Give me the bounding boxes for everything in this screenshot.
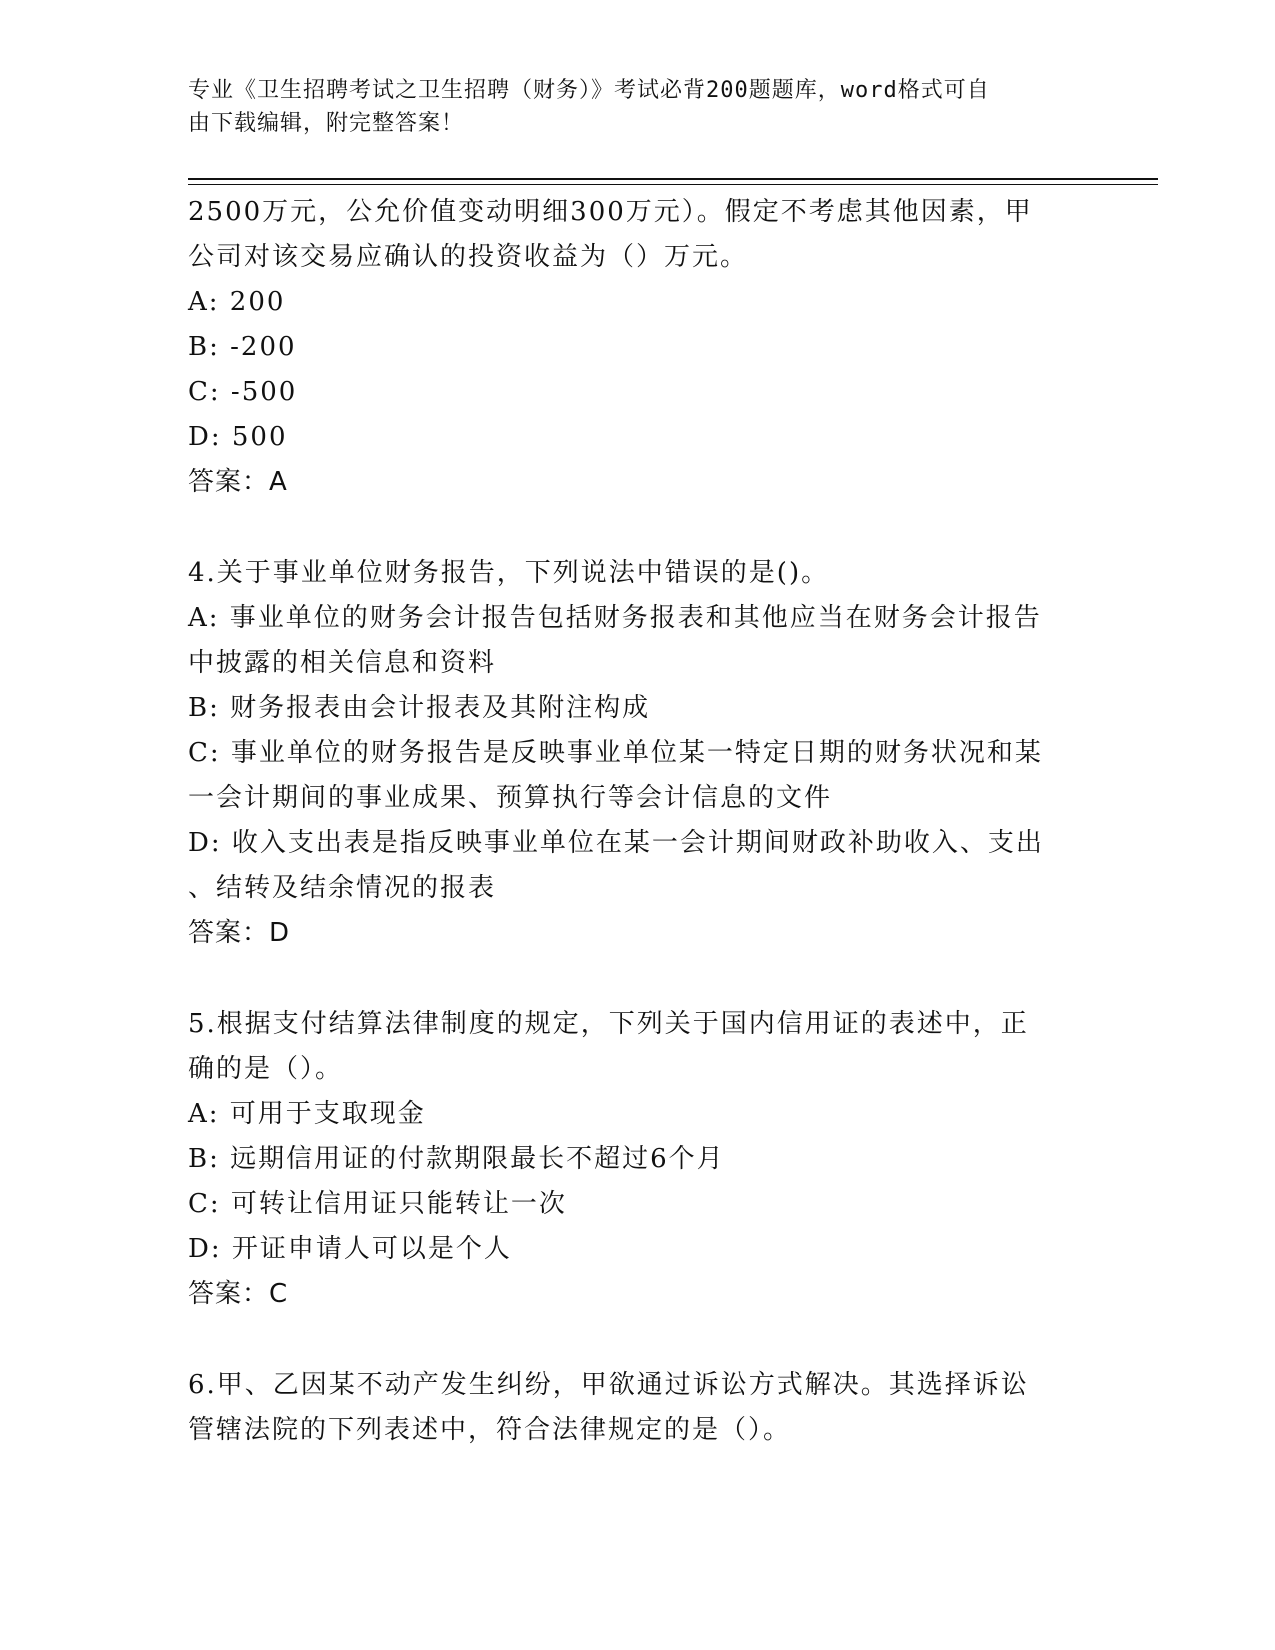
option-c: C: 事业单位的财务报告是反映事业单位某一特定日期的财务状况和某 (188, 738, 1043, 768)
option-c-continued: 一会计期间的事业成果、预算执行等会计信息的文件 (188, 783, 833, 813)
option-b: B: -200 (188, 332, 297, 362)
header-divider-thin (188, 184, 1158, 185)
question-4 (188, 551, 1088, 956)
header-title-line-2: 由下载编辑，附完整答案！ (188, 111, 465, 136)
document-body (188, 190, 1088, 1453)
answer-line: 答案：A (188, 467, 288, 497)
option-a: A: 事业单位的财务会计报告包括财务报表和其他应当在财务会计报告 (188, 603, 1042, 633)
option-b: B: 远期信用证的付款期限最长不超过6个月 (188, 1144, 725, 1174)
answer-line: 答案：D (188, 918, 291, 948)
option-a-continued: 中披露的相关信息和资料 (188, 648, 497, 678)
question-text-line: 确的是（）。 (188, 1054, 344, 1084)
question-text-line: 公司对该交易应确认的投资收益为（）万元。 (188, 242, 749, 272)
question-text-line: 2500万元，公允价值变动明细300万元）。假定不考虑其他因素，甲 (188, 197, 1033, 227)
question-5 (188, 1002, 1088, 1317)
option-c: C: -500 (188, 377, 298, 407)
question-3-continued (188, 190, 1088, 505)
question-text-line: 管辖法院的下列表述中，符合法律规定的是（）。 (188, 1415, 792, 1445)
option-d-continued: 、结转及结余情况的报表 (188, 873, 497, 903)
header-title-line-1: 专业《卫生招聘考试之卫生招聘（财务）》考试必背200题题库，word格式可自 (188, 78, 990, 103)
document-header (188, 74, 1068, 140)
option-d: D: 收入支出表是指反映事业单位在某一会计期间财政补助收入、支出 (188, 828, 1044, 858)
question-text-line: 6.甲、乙因某不动产发生纠纷，甲欲通过诉讼方式解决。其选择诉讼 (188, 1370, 1029, 1400)
option-c: C: 可转让信用证只能转让一次 (188, 1189, 567, 1219)
question-text-line: 5.根据支付结算法律制度的规定，下列关于国内信用证的表述中，正 (188, 1009, 1029, 1039)
option-d: D: 开证申请人可以是个人 (188, 1234, 512, 1264)
header-divider-thick (188, 178, 1158, 180)
option-d: D: 500 (188, 422, 288, 452)
option-a: A: 可用于支取现金 (188, 1099, 426, 1129)
option-b: B: 财务报表由会计报表及其附注构成 (188, 693, 651, 723)
question-6 (188, 1363, 1088, 1453)
question-text-line: 4.关于事业单位财务报告，下列说法中错误的是()。 (188, 558, 830, 588)
answer-line: 答案：C (188, 1279, 289, 1309)
option-a: A: 200 (188, 287, 286, 317)
